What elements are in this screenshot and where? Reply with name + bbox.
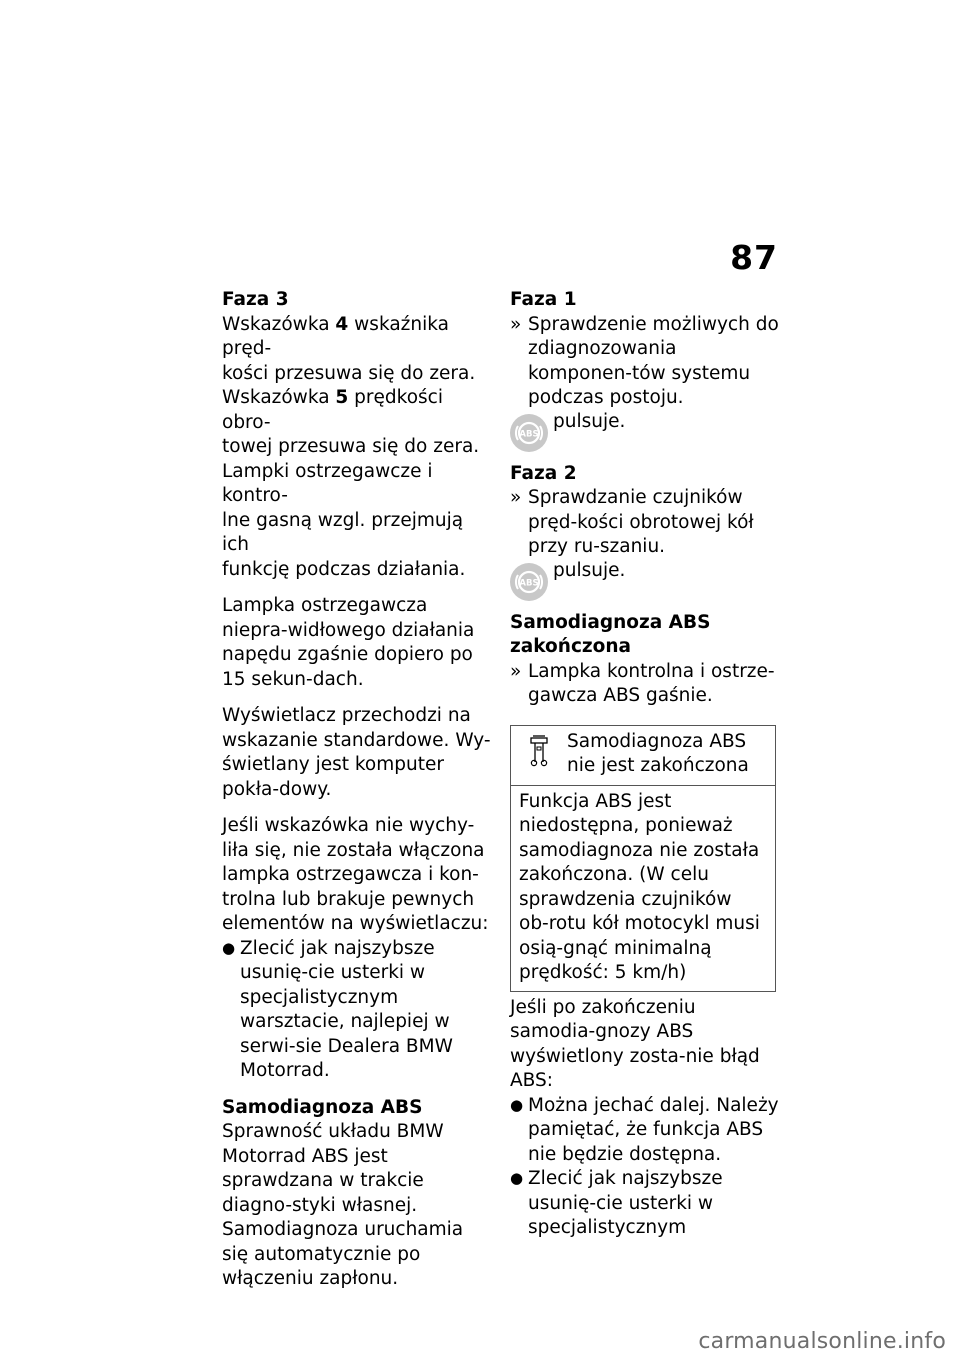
paragraph-drive-warning: Lampka ostrzegawcza niepra-widłowego działania napędu zgaśnie dopiero po 15 sekun-dach.: [222, 595, 475, 690]
note-box-body: Funkcja ABS jest niedostępna, ponieważ samodiagnoza nie została zakończona. (W celu sprawdzenia czujników ob-rotu kół motocykl musi osią-gnąć minimalną prędkość: 5 km/h): [519, 790, 760, 983]
abs-heading: Samodiagnoza ABS: [222, 1096, 423, 1118]
svg-text:ABS: ABS: [519, 578, 539, 588]
bullet-item: ● Można jechać dalej. Należy pamiętać, że funkcja ABS nie będzie dostępna.: [510, 1094, 779, 1165]
faza1-heading: Faza 1: [510, 289, 577, 310]
arrow-icon: »: [510, 487, 522, 508]
bullet-icon: ●: [222, 938, 236, 957]
bullet-item: ● Zlecić jak najszybsze usunię-cie usterki w specjalistycznym: [510, 1168, 723, 1238]
lamp-status: pulsuje.: [553, 410, 626, 432]
page-number: 87: [730, 238, 778, 277]
watermark: carmanualsonline.info: [698, 1329, 946, 1354]
faza3-text: Wskazówka 4 wskaźnika pręd- kości przesuwa się do zera. Wskazówka 5 prędkości obro- towej przesuwa się do zera. Lampki ostrzegawcze i kontro- lne gasną wzgl. przejmują ich funkcję podczas działania.: [222, 313, 480, 580]
abs-text: Sprawność układu BMW Motorrad ABS jest sprawdzana w trakcie diagno-styki własnej. Samodiagnoza uruchamia się automatycznie po włączeniu zapłonu.: [222, 1121, 464, 1289]
faza2-heading: Faza 2: [510, 462, 577, 484]
paragraph-display-standard: Wyświetlacz przechodzi na wskazanie standardowe. Wy-świetlany jest komputer pokła-dowy.: [222, 705, 491, 800]
paragraph-if-needle: Jeśli wskazówka nie wychy-liła się, nie została włączona lampka ostrzegawcza i kon-trolna lub brakuje pewnych elementów na wyświetlaczu:: [222, 815, 489, 934]
arrow-icon: »: [510, 313, 522, 335]
lamp-status: pulsuje.: [553, 559, 626, 581]
bullet-item: ● Zlecić jak najszybsze usunię-cie usterki w specjalistycznym warsztacie, najlepiej w serwi-sie Dealera BMW Motorrad.: [222, 937, 453, 1081]
note-box-header: [511, 726, 775, 786]
abs-warning-lamp-icon: [510, 414, 548, 452]
note-box-title: Samodiagnoza ABS nie jest zakończona: [567, 730, 749, 776]
faza1-step: » Sprawdzenie możliwych do zdiagnozowania komponen-tów systemu podczas postoju.: [510, 313, 779, 408]
done-heading: Samodiagnoza ABS zakończona: [510, 611, 711, 657]
faza1-lamp-row: [510, 410, 785, 452]
paragraph-after-box: Jeśli po zakończeniu samodia-gnozy ABS wyświetlony zosta-nie błąd ABS:: [510, 996, 760, 1091]
svg-text:ABS: ABS: [519, 429, 539, 439]
abs-warning-lamp-icon: [510, 563, 548, 601]
bullet-icon: ●: [510, 1095, 524, 1114]
done-step: » Lampka kontrolna i ostrze-gawcza ABS gaśnie.: [510, 660, 775, 706]
faza2-step: » Sprawdzanie czujników pręd-kości obrotowej kół przy ru-szaniu.: [510, 487, 754, 557]
left-column: [222, 288, 492, 1304]
faza2-lamp-row: [510, 559, 785, 601]
technical-note-icon: [517, 730, 561, 779]
right-column: [510, 288, 785, 1241]
bullet-icon: ●: [510, 1169, 524, 1187]
arrow-icon: »: [510, 660, 522, 682]
note-box: [510, 725, 776, 992]
faza3-heading: Faza 3: [222, 289, 289, 310]
